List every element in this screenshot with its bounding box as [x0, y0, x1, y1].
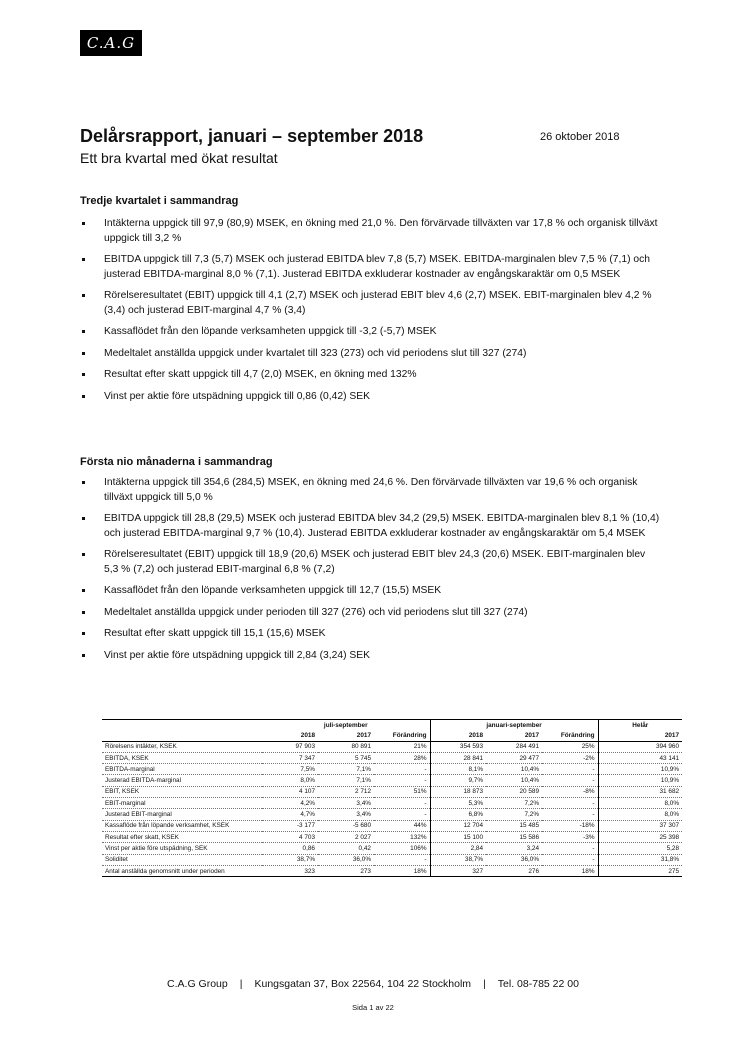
table-cell: 7,2% [486, 809, 542, 820]
table-group-header [102, 720, 682, 731]
table-row [102, 741, 682, 752]
table-cell: 28 841 [430, 752, 486, 763]
table-cell: 2,84 [430, 843, 486, 854]
col-header: Förändring [542, 730, 598, 741]
row-label: Resultat efter skatt, KSEK [102, 831, 262, 842]
table-cell: - [374, 775, 430, 786]
table-cell: - [374, 809, 430, 820]
page-footer [0, 978, 746, 990]
ytd-summary-list [80, 476, 660, 670]
row-label: EBIT-marginal [102, 798, 262, 809]
table-cell: - [542, 843, 598, 854]
table-cell: 20 589 [486, 786, 542, 797]
list-item: Vinst per aktie före utspädning uppgick till 0,86 (0,42) SEK [80, 390, 660, 405]
table-cell: 284 491 [486, 741, 542, 752]
table-cell: 15 586 [486, 831, 542, 842]
list-item: Kassaflödet från den löpande verksamheten uppgick till 12,7 (15,5) MSEK [80, 584, 660, 599]
table-cell: -3 177 [262, 820, 318, 831]
table-cell: 44% [374, 820, 430, 831]
footer-phone: Tel. 08-785 22 00 [497, 978, 579, 990]
table-cell: 0,42 [318, 843, 374, 854]
report-date: 26 oktober 2018 [540, 131, 620, 143]
table-cell: 18 873 [430, 786, 486, 797]
q3-summary-heading: Tredje kvartalet i sammandrag [80, 195, 239, 207]
col-header: 2017 [598, 730, 682, 741]
table-cell: 2 712 [318, 786, 374, 797]
table-cell: 36,0% [318, 854, 374, 865]
table-cell: 10,9% [598, 764, 682, 775]
table-cell: - [374, 798, 430, 809]
list-item: Rörelseresultatet (EBIT) uppgick till 18,9 (20,6) MSEK och justerad EBIT blev 24,3 (20,6) MSEK. EBIT-marginalen blev 5,3 % (7,2) och justerad EBIT-marginal 6,8 % (7,2) [80, 548, 660, 577]
table-cell: 5,3% [430, 798, 486, 809]
table-row [102, 752, 682, 763]
row-label: EBITDA-marginal [102, 764, 262, 775]
table-cell: 10,9% [598, 775, 682, 786]
table-cell: 3,4% [318, 798, 374, 809]
row-label: EBITDA, KSEK [102, 752, 262, 763]
table-cell: 9,7% [430, 775, 486, 786]
col-header: Förändring [374, 730, 430, 741]
row-label: EBIT, KSEK [102, 786, 262, 797]
footer-address: Kungsgatan 37, Box 22564, 104 22 Stockholm [254, 978, 472, 990]
list-item: Resultat efter skatt uppgick till 4,7 (2,0) MSEK, en ökning med 132% [80, 368, 660, 383]
table-row [102, 809, 682, 820]
table-body [102, 741, 682, 877]
report-subtitle: Ett bra kvartal med ökat resultat [80, 150, 278, 166]
table-row [102, 831, 682, 842]
table-cell: 7,5% [262, 764, 318, 775]
table-cell: 18% [542, 865, 598, 876]
table-cell: 4 703 [262, 831, 318, 842]
footer-company: C.A.G Group [167, 978, 228, 990]
table-cell: 5,28 [598, 843, 682, 854]
table-cell: 0,86 [262, 843, 318, 854]
table-cell: 3,24 [486, 843, 542, 854]
list-item: Kassaflödet från den löpande verksamheten uppgick till -3,2 (-5,7) MSEK [80, 325, 660, 340]
table-cell: 327 [430, 865, 486, 876]
table-cell: 18% [374, 865, 430, 876]
footer-separator: | [239, 978, 243, 990]
list-item: Resultat efter skatt uppgick till 15,1 (15,6) MSEK [80, 627, 660, 642]
list-item: Intäkterna uppgick till 354,6 (284,5) MSEK, en ökning med 24,6 %. Den förvärvade tillväxten var 19,6 % och organisk tillväxt uppgick till 5,0 % [80, 476, 660, 505]
table-cell: 25 398 [598, 831, 682, 842]
table-row [102, 786, 682, 797]
table-cell: 394 960 [598, 741, 682, 752]
row-label: Rörelsens intäkter, KSEK [102, 741, 262, 752]
table-cell: 97 903 [262, 741, 318, 752]
table-cell: 3,4% [318, 809, 374, 820]
table-cell: 21% [374, 741, 430, 752]
table-cell: 4 107 [262, 786, 318, 797]
group-header-fullyear: Helår [598, 720, 682, 731]
table-cell: 12 704 [430, 820, 486, 831]
table-cell: 10,4% [486, 775, 542, 786]
table-cell: 6,8% [430, 809, 486, 820]
table-cell: 4,7% [262, 809, 318, 820]
list-item: Rörelseresultatet (EBIT) uppgick till 4,1 (2,7) MSEK och justerad EBIT blev 4,6 (2,7) MSEK. EBIT-marginalen blev 4,2 % (3,4) och justerad EBIT-marginal 4,7 % (3,4) [80, 289, 660, 318]
list-item: Intäkterna uppgick till 97,9 (80,9) MSEK, en ökning med 21,0 %. Den förvärvade tillväxten var 17,8 % och organisk tillväxt uppgick till 3,2 % [80, 217, 660, 246]
table-cell: - [374, 764, 430, 775]
table-cell: 276 [486, 865, 542, 876]
table-cell: 273 [318, 865, 374, 876]
table-column-header [102, 730, 682, 741]
col-header: 2017 [318, 730, 374, 741]
table-cell: 80 891 [318, 741, 374, 752]
table-cell: 15 100 [430, 831, 486, 842]
group-header-ytd: januari-september [430, 720, 598, 731]
table-cell: 354 593 [430, 741, 486, 752]
table-cell: 31 682 [598, 786, 682, 797]
table-row [102, 854, 682, 865]
col-header: 2017 [486, 730, 542, 741]
table-cell: 8,0% [262, 775, 318, 786]
footer-separator: | [483, 978, 486, 990]
table-cell: - [542, 854, 598, 865]
q3-summary-list [80, 217, 660, 411]
table-cell: - [374, 854, 430, 865]
table-cell: 7,2% [486, 798, 542, 809]
table-cell: 38,7% [262, 854, 318, 865]
table-cell: 5 745 [318, 752, 374, 763]
col-header: 2018 [430, 730, 486, 741]
table-cell: 132% [374, 831, 430, 842]
table-cell: 10,4% [486, 764, 542, 775]
table-cell: 8,0% [598, 798, 682, 809]
table-row [102, 843, 682, 854]
table-cell: -2% [542, 752, 598, 763]
table-cell: -5 680 [318, 820, 374, 831]
table-cell: 7,1% [318, 764, 374, 775]
report-title: Delårsrapport, januari – september 2018 [80, 126, 424, 146]
table-cell: 4,2% [262, 798, 318, 809]
group-header-q3: juli-september [262, 720, 430, 731]
row-label: Vinst per aktie före utspädning, SEK [102, 843, 262, 854]
table-row [102, 764, 682, 775]
table-cell: 275 [598, 865, 682, 876]
table-cell: 7 347 [262, 752, 318, 763]
row-label: Kassaflöde från löpande verksamhet, KSEK [102, 820, 262, 831]
table-row [102, 865, 682, 876]
table-cell: 36,0% [486, 854, 542, 865]
list-item: Medeltalet anställda uppgick under perioden till 327 (276) och vid periodens slut till 327 (274) [80, 606, 660, 621]
table-cell: 8,0% [598, 809, 682, 820]
table-cell: - [542, 775, 598, 786]
table-cell: 323 [262, 865, 318, 876]
table-cell: 37 307 [598, 820, 682, 831]
table-cell: -8% [542, 786, 598, 797]
table-cell: -18% [542, 820, 598, 831]
table-cell: 15 485 [486, 820, 542, 831]
table-cell: 38,7% [430, 854, 486, 865]
table-cell: - [542, 764, 598, 775]
table-cell: - [542, 809, 598, 820]
table-cell: 8,1% [430, 764, 486, 775]
table-row [102, 820, 682, 831]
table-row [102, 798, 682, 809]
table-cell: 7,1% [318, 775, 374, 786]
table-cell: - [542, 798, 598, 809]
row-label: Justerad EBITDA-marginal [102, 775, 262, 786]
list-item: Medeltalet anställda uppgick under kvartalet till 323 (273) och vid periodens slut till 327 (274) [80, 347, 660, 362]
table-cell: 51% [374, 786, 430, 797]
table-row [102, 775, 682, 786]
table-cell: 28% [374, 752, 430, 763]
list-item: EBITDA uppgick till 28,8 (29,5) MSEK och justerad EBITDA blev 34,2 (29,5) MSEK. EBITDA-marginalen blev 8,1 % (10,4) och justerad EBITDA-marginal 9,7 % (10,4). Justerad EBITDA exkluderar kostnader av engångskaraktär om 5,4 MSEK [80, 512, 660, 541]
key-figures-table [102, 719, 682, 877]
table-cell: 106% [374, 843, 430, 854]
table-cell: 29 477 [486, 752, 542, 763]
row-label: Antal anställda genomsnitt under perioden [102, 865, 262, 876]
company-logo: C.A.G [80, 30, 142, 56]
table-cell: 31,8% [598, 854, 682, 865]
list-item: Vinst per aktie före utspädning uppgick till 2,84 (3,24) SEK [80, 649, 660, 664]
col-header: 2018 [262, 730, 318, 741]
row-label: Justerad EBIT-marginal [102, 809, 262, 820]
table-cell: 2 027 [318, 831, 374, 842]
page-number: Sida 1 av 22 [352, 1003, 394, 1012]
table-cell: 43 141 [598, 752, 682, 763]
table-cell: 25% [542, 741, 598, 752]
list-item: EBITDA uppgick till 7,3 (5,7) MSEK och justerad EBITDA blev 7,8 (5,7) MSEK. EBITDA-marginalen blev 7,5 % (7,1) och justerad EBITDA-marginal 8,0 % (7,1). Justerad EBITDA exkluderar kostnader av engångskaraktär om 0,5 MSEK [80, 253, 660, 282]
row-label: Soliditet [102, 854, 262, 865]
table-cell: -3% [542, 831, 598, 842]
ytd-summary-heading: Första nio månaderna i sammandrag [80, 456, 273, 468]
